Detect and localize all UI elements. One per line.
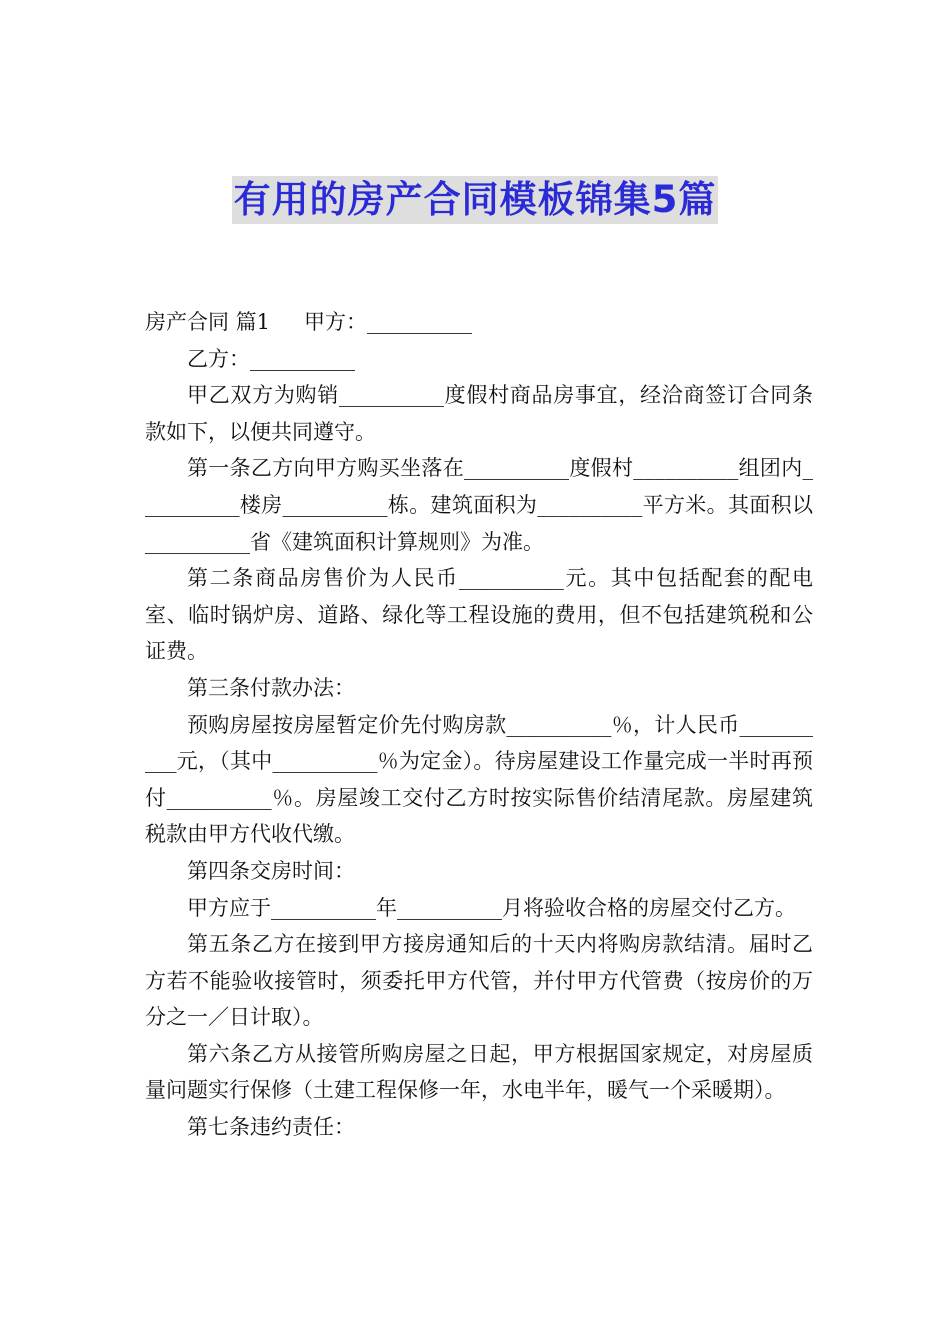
paragraph-article-2: 第二条商品房售价为人民币__________元。其中包括配套的配电室、临时锅炉房、道路、绿化等工程设施的费用，但不包括建筑税和公证费。	[145, 566, 813, 664]
paragraph-article-5: 第五条乙方在接到甲方接房通知后的十天内将购房款结清。届时乙方若不能验收接管时，须委托甲方代管，并付甲方代管费（按房价的万分之一／日计取）。	[145, 932, 813, 1030]
document-title: 有用的房产合同模板锦集5篇	[232, 176, 719, 224]
paragraph-article-7-heading: 第七条违约责任：	[187, 1115, 355, 1140]
heading-line	[145, 304, 813, 341]
section-heading: 房产合同 篇1	[145, 310, 271, 334]
paragraph-article-6: 第六条乙方从接管所购房屋之日起，甲方根据国家规定，对房屋质量问题实行保修（土建工程保修一年，水电半年，暖气一个采暖期）。	[145, 1041, 813, 1103]
paragraph-party-b: 乙方：__________	[187, 346, 355, 371]
document-body	[145, 304, 813, 1146]
paragraph-article-3-body: 预购房屋按房屋暂定价先付购房款__________％，计人民币__________元，（其中__________％为定金）。待房屋建设工作量完成一半时再预付__________％。房屋竣工交付乙方时按实际售价结清尾款。房屋建筑税款由甲方代收代缴。	[145, 712, 813, 847]
paragraph-article-4-heading: 第四条交房时间：	[187, 858, 355, 883]
paragraph-intro: 甲乙双方为购销__________度假村商品房事宜，经洽商签订合同条款如下，以便共同遵守。	[145, 383, 813, 444]
paragraph-article-1: 第一条乙方向甲方购买坐落在__________度假村__________组团内__________楼房__________栋。建筑面积为__________平方米。其面积以__________省《建筑面积计算规则》为准。	[145, 456, 813, 554]
paragraph-article-3-heading: 第三条付款办法：	[187, 675, 355, 700]
title-container	[0, 176, 950, 224]
party-a-field: 甲方：__________	[304, 310, 473, 334]
paragraph-article-4-body: 甲方应于__________年__________月将验收合格的房屋交付乙方。	[187, 895, 796, 920]
